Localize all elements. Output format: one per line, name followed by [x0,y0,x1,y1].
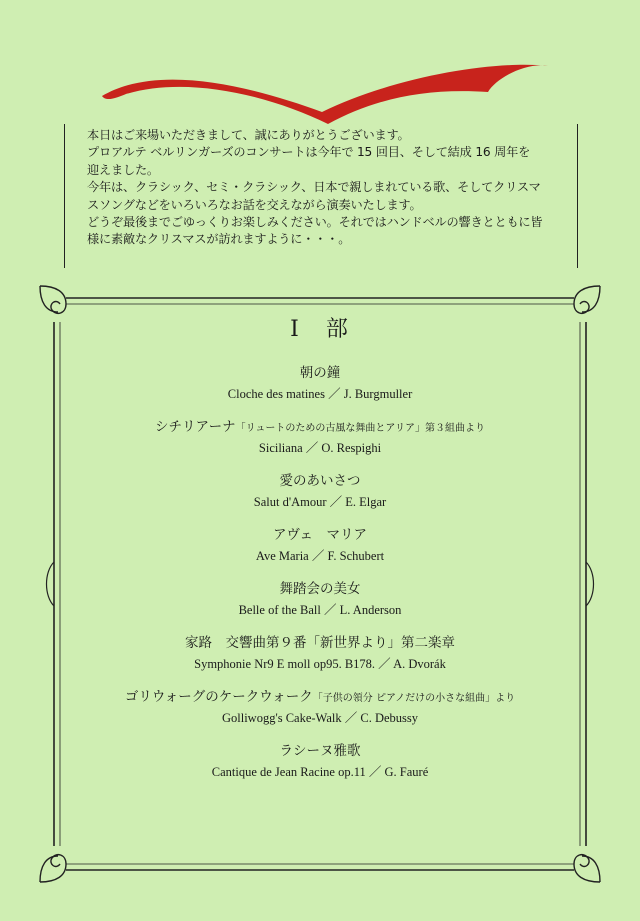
piece-title-ja: アヴェ マリア [273,527,367,543]
program-list [60,300,580,795]
program-item [60,471,580,511]
piece-title-en: Ave Maria ／ F. Schubert [255,549,385,563]
piece-title-ja: 舞踏会の美女 [279,581,361,597]
piece-title-ja: 家路 交響曲第９番「新世界より」第二楽章 [185,635,455,651]
program-item [60,687,580,727]
program-item [60,417,580,457]
program-item [60,633,580,673]
piece-title-ja: 愛のあいさつ [279,473,361,489]
program-item [60,525,580,565]
red-ribbon-ornament [96,58,556,128]
program-item [60,741,580,781]
section-title: Ⅰ 部 [290,317,358,342]
greeting-line: プロアルテ ベルリンガーズのコンサートは今年で 15 回目、そして結成 16 周年を [87,145,531,160]
piece-title-ja: 朝の鐘 [299,365,341,381]
piece-title-en: Symphonie Nr9 E moll op95. B178. ／ A. Dvorák [194,657,446,671]
piece-title-en: Golliwogg's Cake-Walk ／ C. Debussy [221,711,419,725]
piece-title-en: Salut d'Amour ／ E. Elgar [253,495,387,509]
piece-title-en: Belle of the Ball ／ L. Anderson [238,603,402,617]
piece-title-ja: ゴリウォーグのケークウォーク「子供の領分 ピアノだけの小さな組曲」より [124,689,516,705]
program-item [60,363,580,403]
piece-title-en: Cantique de Jean Racine op.11 ／ G. Fauré [211,765,429,779]
greeting-line: スソングなどをいろいろなお話を交えながら演奏いたします。 [87,197,422,212]
greeting-line: 迎えました。 [87,162,159,177]
piece-title-en: Siciliana ／ O. Respighi [258,441,382,455]
piece-title-en: Cloche des matines ／ J. Burgmuller [227,387,413,401]
greeting-line: 今年は、クラシック、セミ・クラシック、日本で親しまれている歌、そしてクリスマ [87,180,541,195]
piece-title-ja: ラシーヌ雅歌 [279,743,361,759]
piece-title-ja: シチリアーナ「リュートのための古風な舞曲とアリア」第３組曲より [155,419,485,435]
greeting-line: 本日はご来場いただきまして、誠にありがとうございます。 [87,128,410,142]
program-item [60,579,580,619]
greeting-line: どうぞ最後までごゆっくりお楽しみください。それではハンドベルの響きとともに皆 [87,215,543,230]
greeting-box [64,124,578,268]
greeting-line: 様に素敵なクリスマスが訪れますように・・・。 [87,232,351,247]
